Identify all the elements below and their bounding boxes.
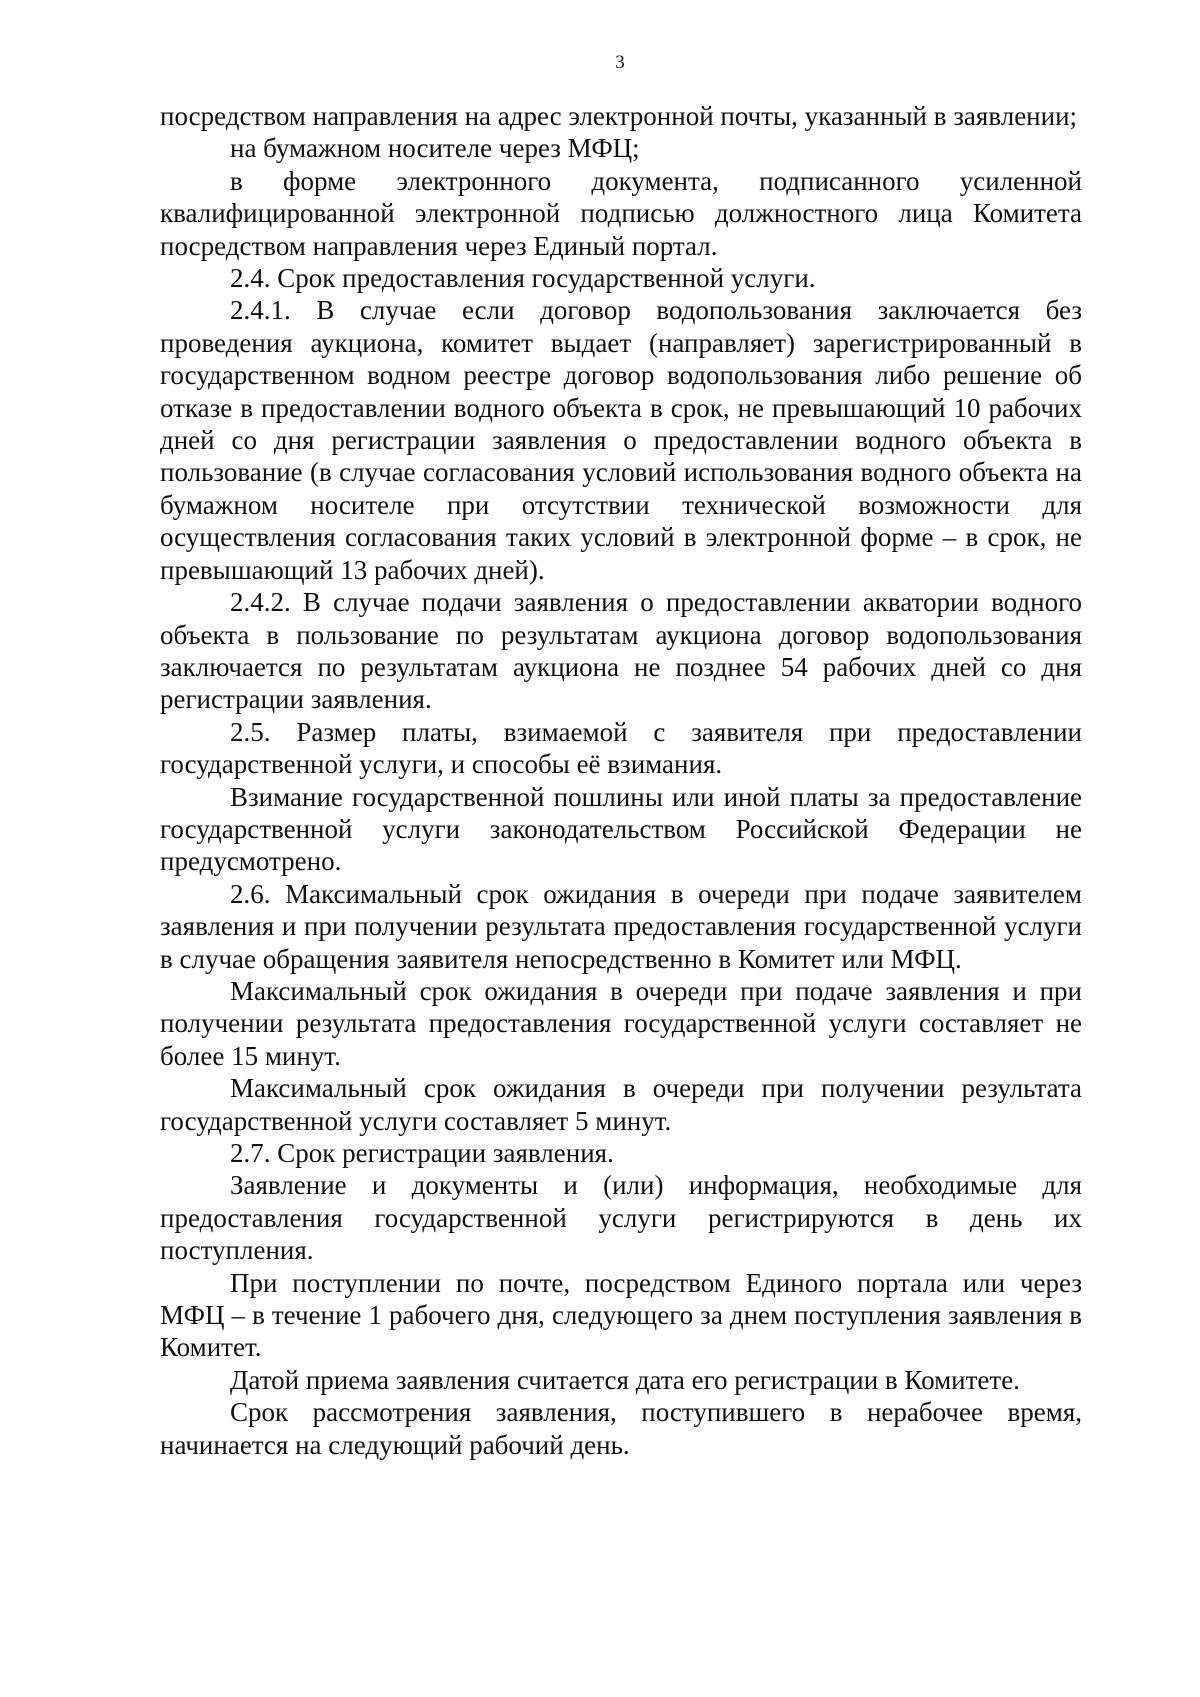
paragraph: 2.4.2. В случае подачи заявления о предоставлении акватории водного объекта в пользование по результатам аукциона договор водопользования заключается по результатам аукциона не позднее 54 рабочих дней со дня регистрации заявления. bbox=[160, 587, 1082, 715]
paragraph: 2.4.1. В случае если договор водопользования заключается без проведения аукциона, комитет выдает (направляет) зарегистрированный в государственном водном реестре договор водопользования либо решение об отказе в предоставлении водного объекта в срок, не превышающий 10 рабочих дней со дня регистрации заявления о предоставлении водного объекта в пользование (в случае согласования условий использования водного объекта на бумажном носителе при отсутствии технической возможности для осуществления согласования таких условий в электронной форме – в срок, не превышающий 13 рабочих дней). bbox=[160, 295, 1082, 585]
document-body bbox=[160, 100, 1082, 1461]
paragraph: При поступлении по почте, посредством Единого портала или через МФЦ – в течение 1 рабочего дня, следующего за днем поступления заявления в Комитет. bbox=[160, 1267, 1082, 1363]
paragraph: Заявление и документы и (или) информация, необходимые для предоставления государственной услуги регистрируются в день их поступления. bbox=[160, 1170, 1082, 1266]
section-heading: 2.7. Срок регистрации заявления. bbox=[230, 1138, 614, 1168]
paragraph: Взимание государственной пошлины или иной платы за предоставление государственной услуги законодательством Российской Федерации не предусмотрено. bbox=[160, 781, 1082, 877]
page-number: 3 bbox=[615, 52, 625, 73]
paragraph: в форме электронного документа, подписанного усиленной квалифицированной электронной подписью должностного лица Комитета посредством направления через Единый портал. bbox=[160, 165, 1082, 261]
section-heading: 2.5. Размер платы, взимаемой с заявителя при предоставлении государственной услуги, и способы её взимания. bbox=[160, 716, 1082, 780]
paragraph: Срок рассмотрения заявления, поступившего в нерабочее время, начинается на следующий рабочий день. bbox=[160, 1397, 1082, 1460]
paragraph: посредством направления на адрес электронной почты, указанный в заявлении; bbox=[160, 101, 1078, 131]
section-heading: 2.4. Срок предоставления государственной услуги. bbox=[230, 263, 816, 294]
paragraph: на бумажном носителе через МФЦ; bbox=[230, 133, 640, 164]
paragraph: Максимальный срок ожидания в очереди при получении результата государственной услуги составляет 5 минут. bbox=[160, 1073, 1082, 1136]
section-heading: 2.6. Максимальный срок ожидания в очереди при подаче заявителем заявления и при получении результата предоставления государственной услуги в случае обращения заявителя непосредственно в Комитет или МФЦ. bbox=[160, 878, 1082, 974]
paragraph: Датой приема заявления считается дата его регистрации в Комитете. bbox=[230, 1364, 1020, 1395]
paragraph: Максимальный срок ожидания в очереди при подаче заявления и при получении результата предоставления государственной услуги составляет не более 15 минут. bbox=[160, 975, 1082, 1071]
